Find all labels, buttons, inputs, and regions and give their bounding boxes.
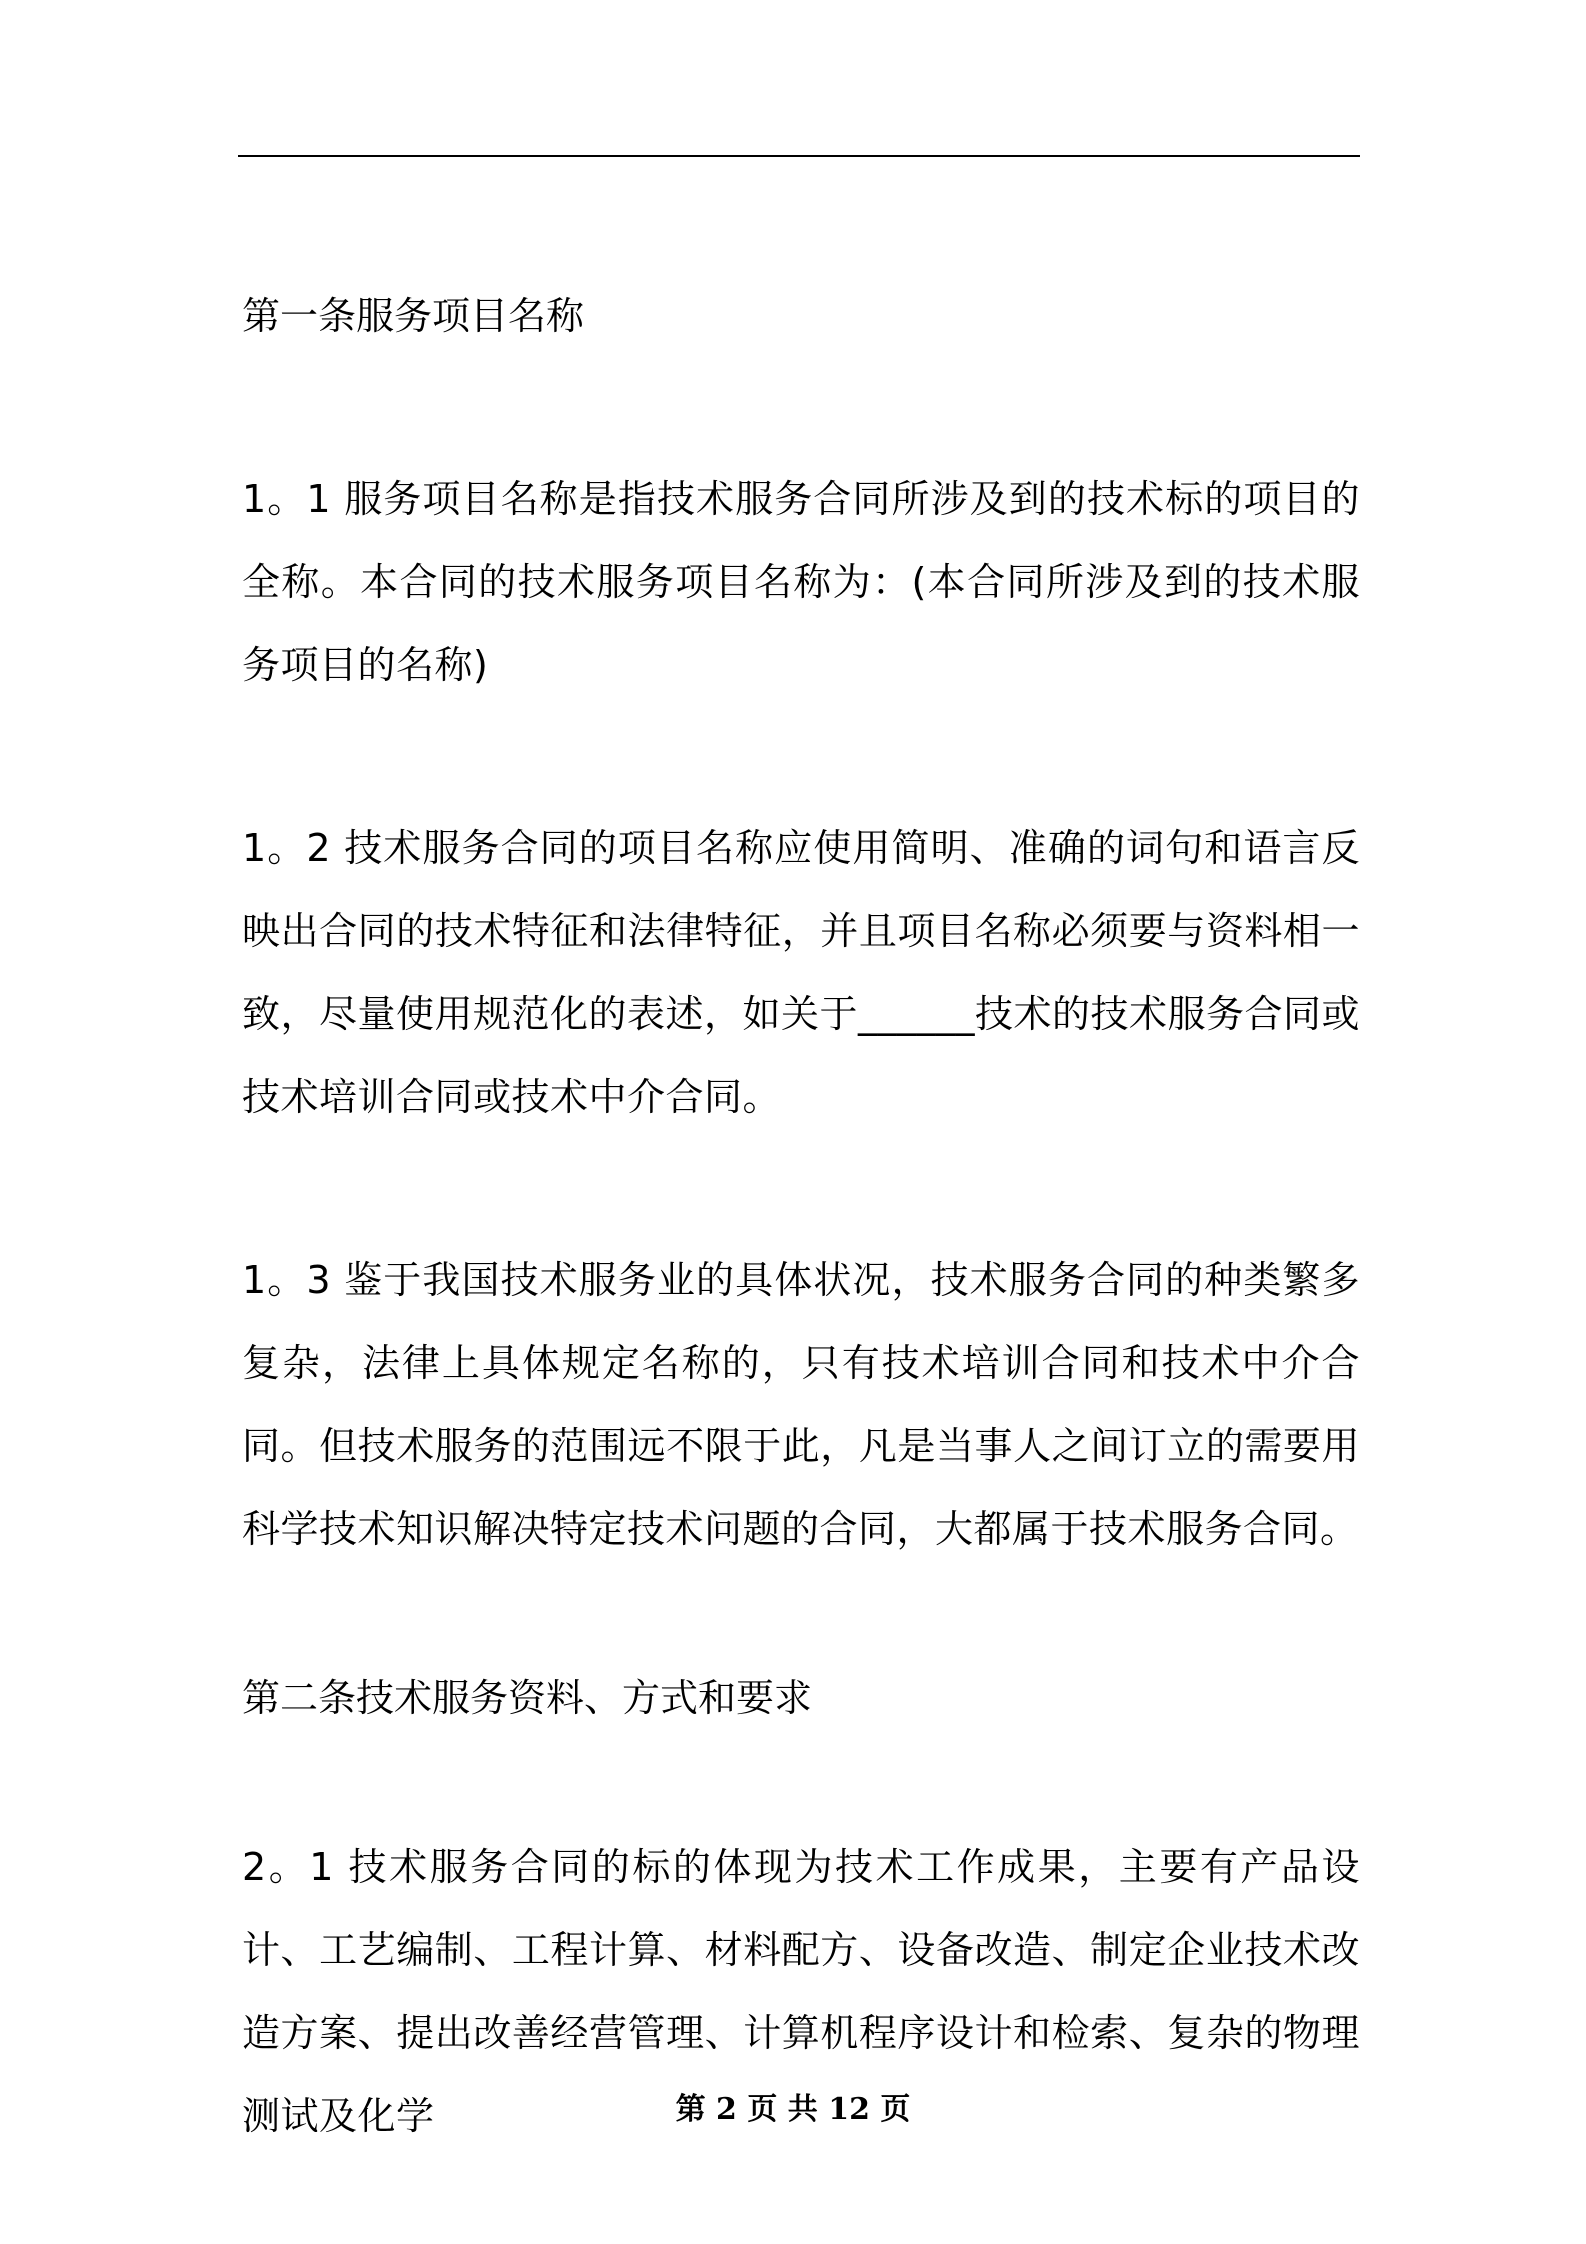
header-rule <box>238 155 1360 157</box>
section-heading: 第二条技术服务资料、方式和要求 <box>242 1676 813 1720</box>
page-number: 第 2 页 共 12 页 <box>675 2092 911 2127</box>
paragraph: 1。3 鉴于我国技术服务业的具体状况，技术服务合同的种类繁多复杂，法律上具体规定名称的，只有技术培训合同和技术中介合同。但技术服务的范围远不限于此，凡是当事人之间订立的需要用科学技术知识解决特定技术问题的合同，大都属于技术服务合同。 <box>242 1258 1360 1551</box>
document-body <box>242 275 1360 2158</box>
paragraph: 1。2 技术服务合同的项目名称应使用简明、准确的词句和语言反映出合同的技术特征和法律特征，并且项目名称必须要与资料相一致，尽量使用规范化的表述，如关于______技术的技术服务合同或技术培训合同或技术中介合同。 <box>242 826 1361 1119</box>
section-heading: 第一条服务项目名称 <box>242 294 585 338</box>
paragraph: 1。1 服务项目名称是指技术服务合同所涉及到的技术标的项目的全称。本合同的技术服务项目名称为：(本合同所涉及到的技术服务项目的名称) <box>242 477 1360 687</box>
paragraph: 2。1 技术服务合同的标的体现为技术工作成果，主要有产品设计、工艺编制、工程计算、材料配方、设备改造、制定企业技术改造方案、提出改善经营管理、计算机程序设计和检索、复杂的物理测试及化学 <box>242 1845 1360 2138</box>
